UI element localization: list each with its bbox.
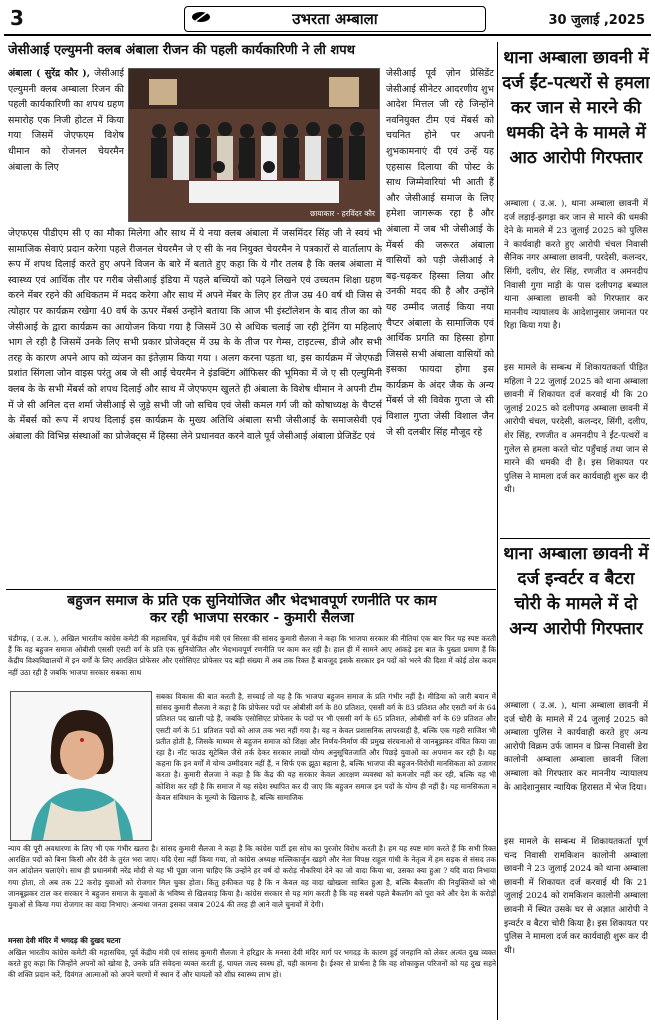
story1-col3: जेसीआई पूर्व ज़ोन प्रेसिडेंट जेसीआई सीनेटर आदरणीय शुभ आदेश मित्तल जी रहे जिन्होंने नवनियुक्त टीम एवं मेंबर्स को चयनित होने पर अपनी शुभकामनाएं दी एवं उन्हें यह एहसास दिलाया की पोस्ट के साथ जिम्मेवारियां भी आती हैं और जेसीआई समाज के लिए हमेशा जागरूक रहा है और अंबाला में जब भी जेसीआई के मेंबर्स की जरूरत अंबाला वासियों को पड़ी जेसीआई ने बढ़-चढ़कर हिस्सा लिया और उनकी मदद की है और उन्होंने यह उम्मीद जताई किया नया चैप्टर अंबाला के सामाजिक एवं आर्थिक प्रगति का हिस्सा होगा जिससे सभी अंबाला वासियों को इसका फायदा होगा इस कार्यक्रम के अंदर जैक के अन्य मेंबर्स जे सी विवेक गुप्ता जे सी विशाल गुप्ता जेसी विशाल जैन जे सी दलबीर सिंह मौजूद रहे	[386, 68, 494, 438]
page-number: 3	[10, 6, 24, 30]
sidebar-story2-text2: इस मामले के सम्बन्ध में शिकायतकर्ता पूर्ण चन्द निवासी रामकिशन कालोनी अम्बाला छावनी ने 23 जुलाई 2024 को थाना अम्बाला छावनी में शिकायत दर्ज करवाई थी कि 21 जुलाई 2024 को रामकिशन कालोनी अम्बाला छावनी में स्थित उसके घर से अज्ञात आरोपी ने इन्वर्टर व बैटरा चोरी किया है। इस शिकायत पर पुलिस ने मामला दर्ज कर कार्यवाही शुरू कर दी थी।	[504, 837, 648, 956]
story1-col1	[8, 66, 124, 242]
page-header	[4, 4, 651, 36]
story2-intro: चंडीगढ़, ( उ.अ. ), अखिल भारतीय कांग्रेस कमेटी की महासचिव, पूर्व केंद्रीय मंत्री एवं सिरसा की सांसद कुमारी सैलजा ने कहा कि भाजपा सरकार की नीतियां एक बार फिर यह स्पष्ट करती हैं कि वह बहुजन समाज ओबीसी एससी एसटी वर्ग के प्रति एक सुनियोजित और भेदभावपूर्ण रणनीति पर काम कर रही है। हाल ही में सामने आए आंकड़े इस बात के पुख्ता प्रमाण हैं कि केंद्रीय विश्वविद्यालयों में इन वर्गों के लिए आरक्षित प्रोफेसर और एसोसिएट प्रोफेसर पद बड़ी संख्या में अब तक रिक्त हैं बावजूद इसके सरकार इन पदों को भरने की दिशा में कोई ठोस कदम नहीं उठा रही है जबकि भाजपा सरकार सबका साथ	[8, 634, 496, 677]
sidebar-story1-headline: थाना अम्बाला छावनी में दर्ज ईंट-पत्थरों से हमला कर जान से मारने की धमकी देने के मामले में आठ आरोपी गिरफ्तार	[502, 48, 650, 168]
story2-body: न्याय की पूरी अवधारणा के लिए भी एक गंभीर खतरा है। सांसद कुमारी सैलजा ने कहा है कि कांग्रेस पार्टी इस सोच का पुरजोर विरोध करती है। हम यह स्पष्ट मांग करते हैं कि सभी रिक्त आरक्षित पदों को बिना किसी और देरी के तुरंत भरा जाए। यदि ऐसा नहीं किया गया, तो कांग्रेस अध्यक्ष मल्लिकार्जुन खड़गे और नेता विपक्ष राहुल गांधी के नेतृत्व में हम सड़क से संसद तक जन आंदोलन चलाएंगे। साथ ही प्रधानमंत्री नरेंद्र मोदी से यह भी पूछा जाना चाहिए कि उन्होंने हर वर्ष दो करोड़ नौकरियां देने का जो वादा किया था, उसका क्या हुआ ? यदि वादा निभाया गया होता, तो अब तक 22 करोड़ युवाओं को रोजगार मिल चुका होता। किंतु हकीकत यह है कि न केवल वह वादा खोखला साबित हुआ है, बल्कि बैकलॉग की नियुक्तियों को भी जानबूझकर टाल कर सरकार ने बहुजन समाज के युवाओं के भविष्य से खिलवाड़ किया है। कांग्रेस सरकार से यह मांग करती है कि वह सबसे पहले बैकलॉग को पूरा करे और देश के करोड़ों युवाओं से किया गया रोजगार का वादा निभाए। अन्यथा जनता इसका जवाब 2024 की तरह ही आने वाले चुनावों में देगी।	[8, 844, 496, 910]
story2-headline-line1: बहुजन समाज के प्रति एक सुनियोजित और भेदभावपूर्ण रणनीति पर काम	[67, 593, 437, 609]
event-photo	[128, 68, 380, 222]
sidebar-story1-text: अम्बाला ( उ.अ. ), थाना अम्बाला छावनी में दर्ज लड़ाई-झगड़ा कर जान से मारने की धमकी देने के मामले में 23 जुलाई 2025 को पुलिस ने कार्यवाही करते हुए आरोपी चंचल निवासी सैनिक नगर अम्बाला छावनी, परदेसी, कलन्दर, सिंगी, दलीप, शेर सिंह, रणजीत व अमनदीप निवासी गुगा माड़ी के पास दलीपगढ़ बब्याल थाना अम्बाला छावनी को गिरफ्तार कर माननीय न्यायालय के आदेशानुसार जमानत पर रिहा किया गया है।	[504, 199, 648, 332]
story2-subtext: अखिल भारतीय कांग्रेस कमेटी की महासचिव, पूर्व केंद्रीय मंत्री एवं सांसद कुमारी सैलजा ने हरिद्वार के मनसा देवी मंदिर मार्ग पर भगदड़ के कारण हुई जनहानि को लेकर अत्यंत दुख व्यक्त करते हुए कहा कि जिन्होंने अपनों को खोया है, उनके प्रति संवेदना व्यक्त करती हूं, घायल जल्द स्वस्थ हों, यही कामना है। ईश्वर से प्रार्थना है कि वह शोकाकुल परिजनों को यह दुख सहने की शक्ति प्रदान करें, दिवंगत आत्माओं को अपने चरणों में स्थान दें और घायलों को शीघ्र स्वास्थ्य लाभ हो।	[8, 948, 496, 980]
story1-headline: जेसीआई एल्युमनी क्लब अंबाला रीजन की पहली कार्यकारिणी ने ली शपथ	[8, 43, 355, 58]
story2-subheading: मनसा देवी मंदिर में भगदड़ की दुखद घटना	[8, 936, 121, 945]
masthead-title: उभरता अम्बाला	[292, 10, 378, 28]
portrait-illustration	[11, 692, 151, 840]
story1-byline: अंबाला ( सुरेंद्र कौर ),	[8, 68, 90, 79]
sidebar-story1-text2: इस मामले के सम्बन्ध में शिकायतकर्ता पीड़ित महिला ने 22 जुलाई 2025 को थाना अम्बाला छावनी में शिकायत दर्ज करवाई थी कि 20 जुलाई 2025 को दलीपगढ़ अम्बाला छावनी में आरोपी चंचल, परदेसी, कलन्दर, सिंगी, दलीप, शेर सिंह, रणजीत व अमनदीप ने ईंट-पत्थरों व गुलेल से हमला करते चोट पहुँचाई तथा जान से मारने की धमकी दी है। इस शिकायत पर पुलिस ने मामला दर्ज कर कार्यवाही शुरू कर दी थी।	[504, 363, 648, 496]
masthead	[184, 6, 486, 32]
sidebar-story2-headline: थाना अम्बाला छावनी में दर्ज इन्वर्टर व बैटरा चोरी के मामले में दो अन्य आरोपी गिरफ्तार	[503, 544, 649, 639]
sidebar-divider	[500, 538, 650, 539]
sidebar-story2-text: अम्बाला ( उ.अ. ), थाना अम्बाला छावनी में दर्ज चोरी के मामले में 24 जुलाई 2025 को अम्बाला पुलिस ने कार्यवाही करते हुए अन्य आरोपी विक्रम उर्फ जामन व प्रिन्स निवासी डेरा कालोनी अम्बाला अम्बाला छावनी जिला अम्बाला को गिरफ्तार कर माननीय न्यायालय के आदेशानुसार न्यायिक हिरासत में भेज दिया।	[504, 701, 648, 793]
issue-date: 30 जुलाई ,2025	[548, 13, 645, 28]
story1-body: जेएफएस पीडीएम सी ए का मौका मिलेगा और साथ में ये नया क्लब अंबाला में जसमिंदर सिंह जी ने स्वयं भी सामाजिक सेवाएं प्रदान करेगा पहले रीजनल चेयरमैन जे ए सी के नव नियुक्त चेयरमैन ने पत्रकारों से वार्तालाप के रूप में शपथ दिलाई करते हुए अपने विजन के बारे में बताते हुए कहा कि ये गौर तलब है कि क्लब अंबाला में स्वास्थ्य एवं आर्थिक तौर पर गरीब जेसीआई इंडिया में पहले बच्चियों को पढ़ने लिखने एवं उच्चतम शिक्षा ग्रहण करने मेंबर रहने की अधिकतम में मदद करेगा और साथ में अपने मेंबर के लिए हर तीज उम्र 40 वर्ष थी जिस से त्योहार पर कार्यक्रम रखेगा 40 वर्ष के ऊपर मेंबर्स उन्होंने बताया कि आज भी इंस्टॉलेशन के बाद तीज का को जेसीआई के द्वारा कार्यक्रम का आयोजन किया गया है जिसमें 30 से अधिक चलाई जा रही ट्रेनिंग या महिलाएं भाग ले रही है जिसमें उनके लिए सभी प्रकार प्रोजेक्ट्स में उम्र के के तीज पर गेम्स, टाइटल्स, डीजे और सभी तरह के कारण अपने आप को व्यंजन का इंतेज़ाम किया गया । अलग करना पड़ता था, इस कार्यक्रम में जेएफडी प्रशांत सिंगला जोन वाइस परंतु अब जे सी आई चेयरमैन ने इंडक्टिंग ऑफिसर की भूमिका में जे ए सी एल्युमिनी क्लब के के सभी मेंबर्स को शपथ दिलाई और साथ में जेएफएम खुलते ही अंबाला के विशेष धीमान ने अपनी टीम में जे सी अनिल दत्त शर्मा जेसीआई से जुड़े सभी जी जो सचिव एवं जेसी कमल गर्ग जी को कोषाध्यक्ष के चैप्टर्स के मेंबर्स को रूप में शपथ दिलाई इस कार्यक्रम के मुख्य अतिथि अंबाला सभी जेसीआई के समाजसेवी एवं अंबाला की विभिन्न संस्थाओं का प्रोजेक्ट्स में हिस्सा लेने प्रधानवत करने वाले पूर्व जेसीआई अंबाला प्रेजिडेंट एवं	[8, 228, 382, 442]
story-divider	[6, 589, 496, 590]
quill-icon	[190, 9, 212, 25]
photo-caption: छायाकार - हरविंदर कौर	[310, 209, 375, 218]
story1-col1-text: जेसीआई एल्युमनी क्लब अम्बाला रिजन की पहली कार्यकारिणी का शपथ ग्रहण समारोह एक निजी होटल में किया गया जिसमें जेएफएम विशेष धीमान को रोजनल चेयरमैन अंबाला के लिए	[8, 68, 124, 173]
story2-col-right: सबका विकास की बात करती है, सच्चाई तो यह है कि भाजपा बहुजन समाज के प्रति गंभीर नहीं है। मीडिया को जारी बयान में सांसद कुमारी सैलजा ने कहा है कि प्रोफेसर पदों पर ओबीसी वर्ग के 80 प्रतिशत, एससी वर्ग के 83 प्रतिशत और एसटी वर्ग के 64 प्रतिशत पद खाली पड़े हैं, जबकि एसोसिएट प्रोफेसर के पदों पर भी एससी वर्ग के 65 प्रतिशत, ओबीसी वर्ग के 69 प्रतिशत और एसटी वर्ग के 51 प्रतिशत पदों को आज तक भरा नहीं गया है। यह न केवल प्रशासनिक लापरवाही है, बल्कि एक गहरी साजिश भी प्रतीत होती है, जिसके माध्यम से बहुजन समाज को शिक्षा और निर्णय-निर्माण की प्रमुख संरचनाओं से जानबूझकर वंचित किया जा रहा है। नॉट फाउंड सूटेबिल जैसे तर्क देकर सरकार लाखों योग्य अनुसूचितजाति और पिछड़े युवाओं का अपमान कर रही है। यह कहना कि इन वर्गों में योग्य उम्मीदवार नहीं हैं, न सिर्फ एक झूठा बहाना है, बल्कि भाजपा की बहुजन-विरोधी मानसिकता को उजागर करता है। कुमारी सैलजा ने कहा है कि केंद्र की यह सरकार केवल आरक्षण व्यवस्था को कमजोर नहीं कर रही, बल्कि यह भी कोशिश कर रही है कि समाज में यह संदेश स्थापित कर दी जाए कि बहुजन समाज इन पदों के योग्य ही नहीं है। यह मानसिकता न केवल संविधान के मूल्यों के खिलाफ है, बल्कि सामाजिक	[156, 692, 496, 802]
portrait-photo	[10, 691, 152, 841]
column-rule	[497, 42, 498, 1020]
story2-headline	[8, 593, 496, 629]
story2-headline-line2: कर रही भाजपा सरकार - कुमारी सैलजा	[149, 610, 355, 626]
group-photo-illustration	[129, 69, 379, 221]
